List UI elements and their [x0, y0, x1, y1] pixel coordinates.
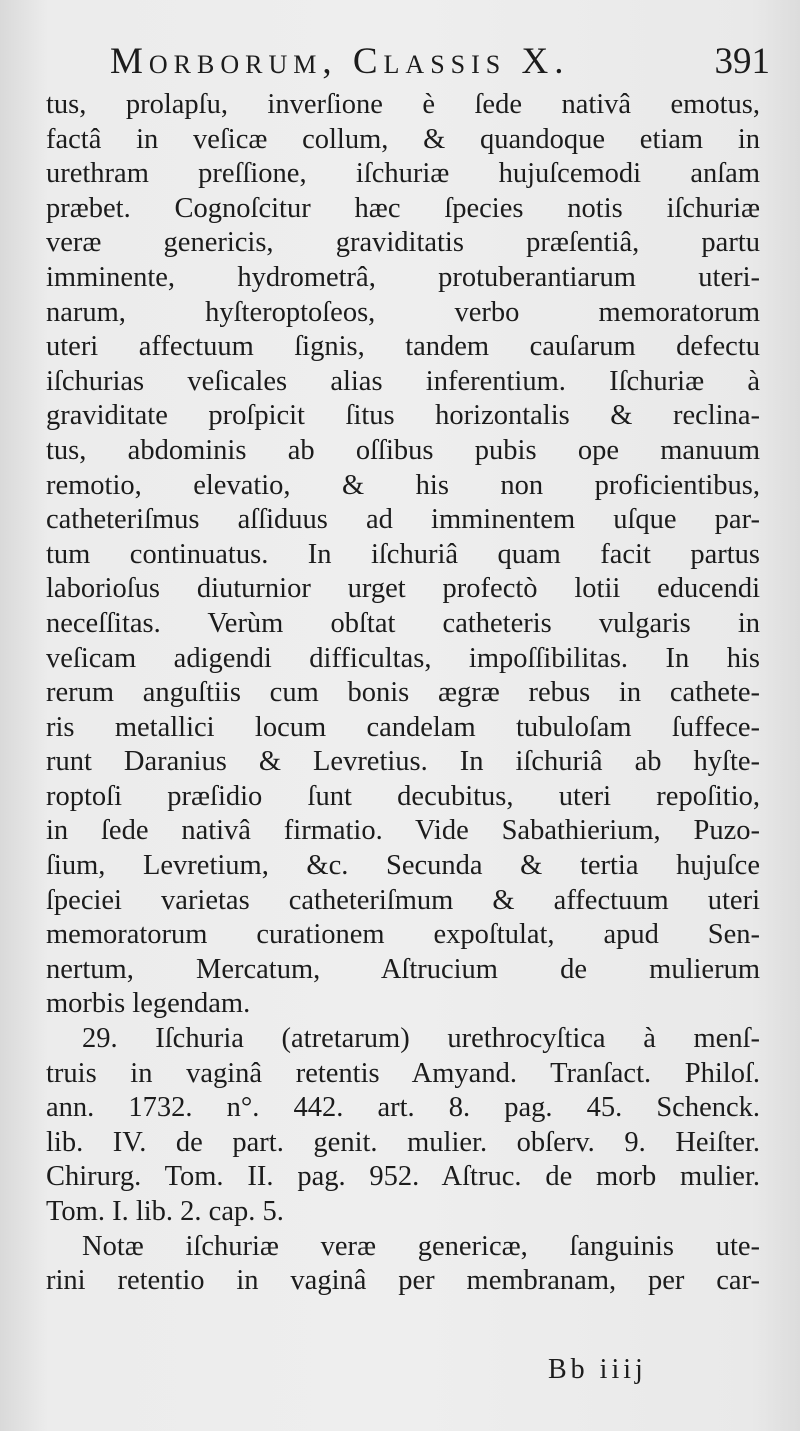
text-line: rerum anguſtiis cum bonis ægræ rebus in cathete-	[46, 677, 760, 709]
text-line: ſpeciei varietas catheteriſmum & affectuum uteri	[46, 884, 760, 916]
text-line: catheteriſmus aſſiduus ad imminentem uſque par-	[46, 504, 760, 536]
text-line-citation: 29. Iſchuria (atretarum) urethrocyſtica à menſ-	[82, 1023, 760, 1055]
text-line: factâ in veſicæ collum, & quandoque etiam in	[46, 123, 760, 155]
text-line: imminente, hydrometrâ, protuberantiarum uteri-	[46, 261, 760, 293]
text-line: remotio, elevatio, & his non proficientibus,	[46, 469, 760, 501]
text-line: in ſede nativâ firmatio. Vide Sabathierium, Puzo-	[46, 815, 760, 847]
text-line: veræ genericis, graviditatis præſentiâ, partu	[46, 227, 760, 259]
text-line: ris metallici locum candelam tubuloſam ſuffece-	[46, 711, 760, 743]
text-line: nertum, Mercatum, Aſtrucium de mulierum	[46, 953, 760, 985]
text-line-citation: lib. IV. de part. genit. mulier. obſerv. 9. Heiſter.	[46, 1126, 760, 1158]
text-line: laborioſus diuturnior urget profectò lotii educendi	[46, 573, 760, 605]
text-line: Notæ iſchuriæ veræ genericæ, ſanguinis ute-	[82, 1230, 760, 1262]
text-line: tum continuatus. In iſchuriâ quam facit partus	[46, 538, 760, 570]
text-line: tus, abdominis ab oſſibus pubis ope manuum	[46, 434, 760, 466]
text-line: runt Daranius & Levretius. In iſchuriâ ab hyſte-	[46, 746, 760, 778]
text-line: narum, hyſteroptoſeos, verbo memoratorum	[46, 296, 760, 328]
text-line: præbet. Cognoſcitur hæc ſpecies notis iſchuriæ	[46, 192, 760, 224]
text-line: roptoſi præſidio ſunt decubitus, uteri repoſitio,	[46, 780, 760, 812]
text-line: uteri affectuum ſignis, tandem cauſarum defectu	[46, 331, 760, 363]
text-line: urethram preſſione, iſchuriæ hujuſcemodi anſam	[46, 158, 760, 190]
text-line: neceſſitas. Verùm obſtat catheteris vulgaris in	[46, 607, 760, 639]
text-line-citation: Chirurg. Tom. II. pag. 952. Aſtruc. de morb mulier.	[46, 1161, 760, 1193]
signature-mark: Bb iiij	[548, 1354, 647, 1385]
text-line: veſicam adigendi difficultas, impoſſibilitas. In his	[46, 642, 760, 674]
page-number: 391	[714, 41, 770, 82]
text-line: memoratorum curationem expoſtulat, apud Sen-	[46, 919, 760, 951]
text-line-citation: Tom. I. lib. 2. cap. 5.	[46, 1196, 284, 1227]
text-line-citation: ann. 1732. n°. 442. art. 8. pag. 45. Schenck.	[46, 1092, 760, 1124]
text-line-citation: truis in vaginâ retentis Amyand. Tranſact. Philoſ.	[46, 1057, 760, 1089]
text-line: morbis legendam.	[46, 988, 251, 1020]
running-title: Morborum, Classis X.	[110, 41, 570, 82]
text-line: iſchurias veſicales alias inferentium. Iſchuriæ à	[46, 365, 760, 397]
text-line: graviditate proſpicit ſitus horizontalis & reclina-	[46, 400, 760, 432]
text-line: ſium, Levretium, &c. Secunda & tertia hujuſce	[46, 850, 760, 882]
text-line: tus, prolapſu, inverſione è ſede nativâ emotus,	[46, 89, 760, 120]
text-body	[46, 88, 760, 1299]
text-line: rini retentio in vaginâ per membranam, per car-	[46, 1265, 760, 1297]
